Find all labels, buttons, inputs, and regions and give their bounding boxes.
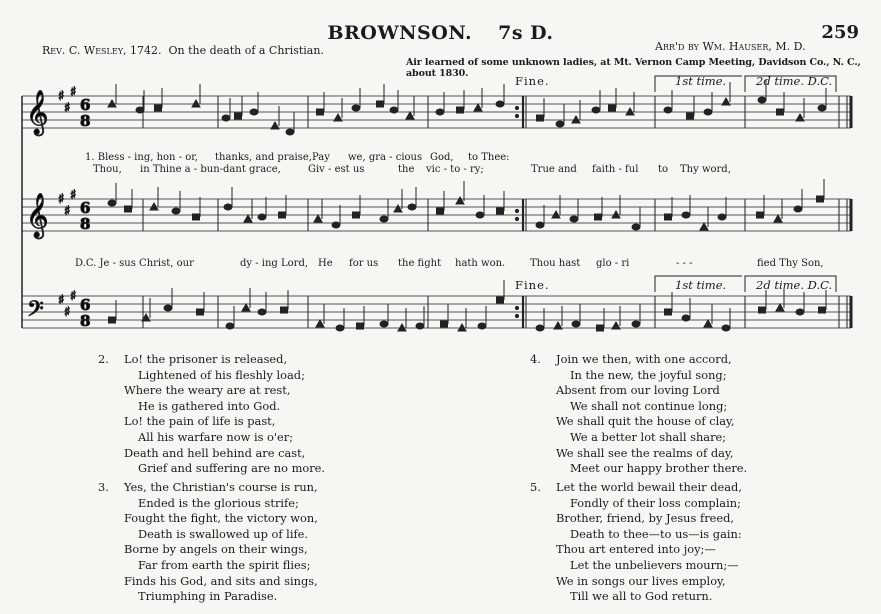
verse-number: 4. [530,352,541,366]
sharp-icon: ♯ [58,192,65,207]
lyric-syllable-group: D.C. Je - sus Christ, our [75,258,194,269]
time-signature-bottom: 8 [80,215,91,233]
note-head [704,320,712,327]
meter: 7s D. [498,22,554,44]
repeat-dot [515,106,518,109]
verse-lines [98,480,318,605]
verse-line: We shall see the realms of day, [556,445,734,460]
note-head [556,121,564,127]
page-number: 259 [821,22,859,43]
lyric-syllable-group: Giv - est us [308,164,365,175]
sharp-icon: ♯ [70,188,77,203]
note-head [406,112,414,119]
verse-line: Join we then, with one accord, [556,352,732,366]
verse-number: 2. [98,352,109,366]
verse-line: Death to thee—to us—is gain: [570,526,742,541]
note-head [394,205,402,212]
time-signature-top: 6 [80,296,91,314]
note-head [552,211,560,218]
verse-4 [530,352,747,477]
note-head [592,107,600,113]
note-head [164,305,172,311]
lyric-syllable-group: Pay [312,152,330,163]
lyric-syllable-group: hath won. [455,258,506,269]
note-head [224,204,232,210]
note-head [193,214,200,220]
note-head [281,307,288,313]
note-head [250,109,258,115]
time-signature-bottom: 8 [80,112,91,130]
note-head [554,322,562,329]
sharp-icon: ♯ [64,204,71,219]
note-head [818,105,826,111]
verse-line: He is gathered into God. [138,398,281,413]
note-head [700,223,708,230]
sharp-icon: ♯ [58,89,65,104]
note-head [722,98,730,105]
note-head [632,321,640,327]
note-head [192,100,200,107]
sharp-icon: ♯ [70,85,77,100]
note-head [664,107,672,113]
note-head [353,212,360,218]
arranger-credit: Arr'd by Wm. Hauser, M. D. [655,40,806,53]
note-head [108,100,116,107]
fine-marking-1: Fine. [515,74,550,88]
note-head [457,107,464,113]
verse-line: Death is swallowed up of life. [138,526,309,541]
verse-lines [98,352,325,477]
verse-line: Thou art entered into joy;— [556,542,716,557]
note-head [390,107,398,113]
time-signature-top: 6 [80,96,91,114]
verse-line: Let the world bewail their dead, [556,480,742,494]
verse-2 [98,352,325,477]
verse-line: Far from earth the spirit flies; [138,557,311,572]
note-head [626,108,634,115]
note-head [665,309,672,315]
volta-bracket [655,276,742,292]
note-head [436,109,444,115]
note-head [352,105,360,111]
verse-number: 3. [98,480,109,494]
first-time-marking-1: 1st time. [675,74,727,88]
lyric-syllable-group: He [318,258,333,269]
volta-bracket [655,76,742,92]
verse-line: Fondly of their loss complain; [570,495,741,510]
verse-number: 5. [530,480,541,494]
note-head [235,113,242,119]
note-head [687,113,694,119]
sharp-icon: ♯ [58,293,65,308]
note-head [722,325,730,331]
lyric-syllable-group: - - - [676,258,693,269]
note-head [336,325,344,331]
note-head [796,309,804,315]
note-head [774,215,782,222]
note-head [357,323,364,329]
sharp-icon: ♯ [70,289,77,304]
note-head [595,214,602,220]
verse-line: Triumphing in Paradise. [138,589,278,604]
note-head [757,212,764,218]
repeat-dot [515,217,518,220]
verse-lines [530,352,747,477]
note-head [279,212,286,218]
note-head [536,222,544,228]
verse-line: We shall not continue long; [570,398,728,413]
note-head [794,206,802,212]
note-head [704,109,712,115]
time-signature-bottom: 8 [80,312,91,330]
lyric-syllable-group: True and [531,164,577,175]
note-head [377,101,384,107]
note-head [286,129,294,135]
verse-line: Lightened of his fleshly load; [138,367,305,382]
lyric-syllable-group: Thou, [93,164,122,175]
verse-line: We a better lot shall share; [570,429,727,444]
verse-line: All his warfare now is o'er; [138,429,294,444]
treble-clef-icon: 𝄞 [26,90,49,134]
verse-line: Ended is the glorious strife; [138,495,299,510]
note-head [612,322,620,329]
verse-line: Yes, the Christian's course is run, [124,480,318,494]
note-head [536,325,544,331]
note-head [408,204,416,210]
verse-line: Absent from our loving Lord [556,383,720,398]
lyric-syllable-group: thanks, and praise, [215,152,312,163]
lyric-syllable-group: vic - to - ry; [426,164,484,175]
note-head [334,114,342,121]
lyric-syllable-group: fied Thy Son, [757,258,824,269]
note-head [380,321,388,327]
note-head [497,208,504,214]
note-head [314,215,322,222]
note-head [776,304,784,311]
note-head [172,208,180,214]
lyric-syllable-group: God, [430,152,454,163]
note-head [125,206,132,212]
verse-line: Brother, friend, by Jesus freed, [556,511,735,526]
note-head [632,224,640,230]
verse-5 [530,480,742,605]
note-head [242,304,250,311]
second-time-marking-1: 2d time. D.C. [756,74,833,88]
lyric-syllable-group: to [658,164,669,175]
verse-line: Grief and suffering are no more. [138,461,326,476]
note-head [496,101,504,107]
verse-line: Death and hell behind are cast, [124,445,306,460]
note-head [316,320,324,327]
lyric-syllable-group: dy - ing Lord, [240,258,309,269]
verse-line: Lo! the pain of life is past, [124,414,276,429]
note-head [497,297,504,303]
note-head [796,114,804,121]
repeat-dot [515,209,518,212]
note-head [758,97,766,103]
note-head [609,105,616,111]
note-head [222,115,230,121]
note-head [155,105,162,111]
lyric-syllable-group: we, gra - cious [348,152,423,163]
time-signature-top: 6 [80,199,91,217]
note-head [258,309,266,315]
verse-line: We in songs our lives employ, [556,573,726,588]
bass-clef-icon: 𝄢 [27,297,44,327]
tune-name: BROWNSON. [327,22,473,44]
repeat-dot [515,114,518,117]
note-head [682,212,690,218]
note-head [665,214,672,220]
note-head [612,211,620,218]
lyric-syllable-group: faith - ful [592,164,639,175]
note-head [258,214,266,220]
note-head [437,208,444,214]
verse-line: Fought the fight, the victory won, [124,511,318,526]
note-head [398,324,406,331]
note-head [537,115,544,121]
note-head [759,307,766,313]
lyric-syllable-group: in Thine a - bun-dant grace, [140,164,281,175]
note-head [570,216,578,222]
note-head [819,307,826,313]
verse-line: Let the unbelievers mourn;— [570,557,739,572]
note-head [317,109,324,115]
lyric-syllable-group: 1. Bless - ing, hon - or, [85,152,199,163]
lyric-syllable-group: glo - ri [596,258,630,269]
treble-clef-icon: 𝄞 [26,193,49,237]
note-head [572,321,580,327]
lyric-syllable-group: Thou hast [530,258,581,269]
verse-line: We shall quit the house of clay, [556,414,735,429]
verse-line: Till we all to God return. [570,589,713,604]
author: Rev. C. Wesley, 1742. [42,44,162,57]
note-head [150,203,158,210]
fine-marking-3: Fine. [515,278,550,292]
note-head [416,323,424,329]
volta-bracket [745,76,836,92]
occasion: On the death of a Christian. [168,44,324,57]
note-head [108,200,116,206]
note-head [197,309,204,315]
note-head [226,323,234,329]
verse-3 [98,480,318,605]
sharp-icon: ♯ [64,305,71,320]
note-head [478,323,486,329]
note-head [572,116,580,123]
note-head [441,321,448,327]
lyric-syllable-group: to Thee: [468,152,510,163]
source-note: Air learned of some unknown ladies, at Mt. Vernon Camp Meeting, Davidson Co., N. C., about 1830. [406,57,861,79]
verse-line: In the new, the joyful song; [570,367,727,382]
note-head [380,216,388,222]
lyric-syllable-group: for us [349,258,379,269]
verse-lines [530,480,742,605]
note-head [244,215,252,222]
note-head [474,104,482,111]
repeat-dot [515,306,518,309]
lyric-syllable-group: the [398,164,415,175]
note-head [136,107,144,113]
note-head [476,212,484,218]
second-time-marking-3: 2d time. D.C. [756,278,833,292]
verse-line: Meet our happy brother there. [570,461,748,476]
note-head [456,197,464,204]
verse-line: Finds his God, and sits and sings, [124,573,318,588]
note-head [271,122,279,129]
note-head [817,196,824,202]
note-head [718,214,726,220]
note-head [109,317,116,323]
verse-line: Borne by angels on their wings, [124,542,308,557]
note-head [597,325,604,331]
verse-line: Where the weary are at rest, [124,383,291,398]
note-head [458,324,466,331]
lyric-syllable-group: Thy word, [680,164,731,175]
note-head [777,109,784,115]
sharp-icon: ♯ [64,101,71,116]
note-head [682,315,690,321]
first-time-marking-3: 1st time. [675,278,727,292]
lyric-syllable-group: the fight [398,258,442,269]
verse-line: Lo! the prisoner is released, [124,352,288,366]
volta-bracket [745,276,836,292]
repeat-dot [515,314,518,317]
note-head [332,222,340,228]
